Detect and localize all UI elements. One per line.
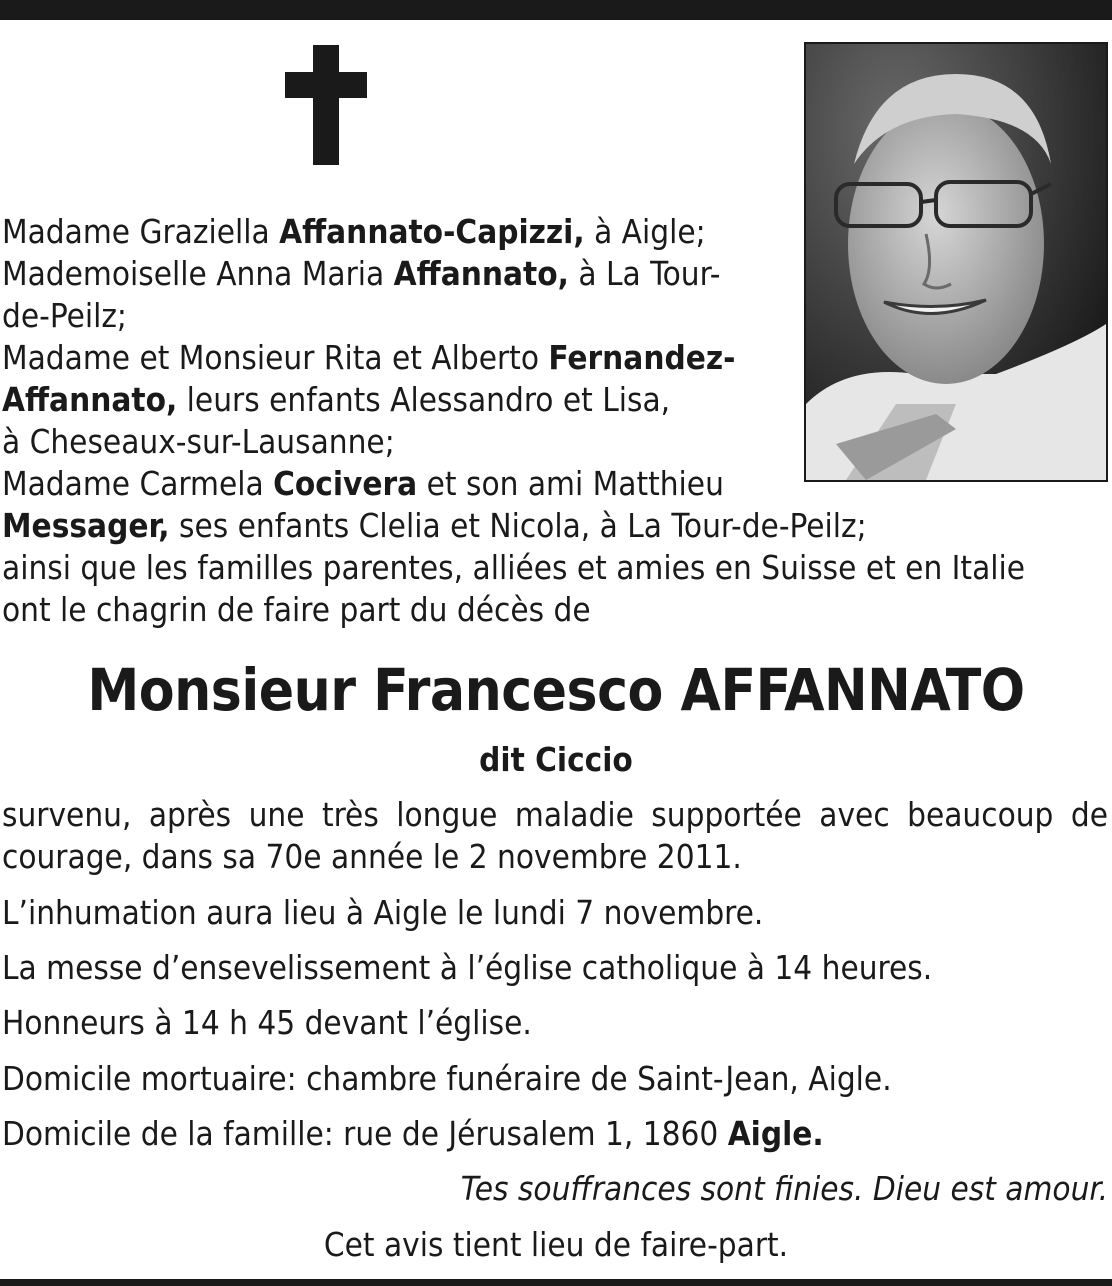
portrait-photo — [804, 42, 1108, 482]
honors-info: Honneurs à 14 h 45 devant l’église. — [2, 1003, 532, 1042]
mourner-line: ont le chagrin de faire part du décès de — [2, 590, 591, 629]
death-notice-line: courage, dans sa 70e année le 2 novembre 2011. — [2, 837, 742, 876]
mortuary-info: Domicile mortuaire: chambre funéraire de Saint-Jean, Aigle. — [2, 1059, 892, 1098]
quote: Tes souffrances sont finies. Dieu est amour. — [460, 1169, 1108, 1208]
mourner-line: à Cheseaux-sur-Lausanne; — [2, 422, 395, 461]
family-address: Domicile de la famille: rue de Jérusalem 1, 1860 Aigle. — [2, 1114, 824, 1153]
mass-info: La messe d’ensevelissement à l’église catholique à 14 heures. — [2, 948, 933, 987]
closing-note: Cet avis tient lieu de faire-part. — [323, 1225, 789, 1264]
burial-info: L’inhumation aura lieu à Aigle le lundi 7 novembre. — [2, 893, 764, 932]
mourner-line: de-Peilz; — [2, 296, 127, 335]
mourner-line: Madame Carmela Cocivera et son ami Matthieu — [2, 464, 724, 503]
death-notice-line: survenu, après une très longue maladie supportée avec beaucoup de — [2, 795, 1108, 834]
mourner-line: Mademoiselle Anna Maria Affannato, à La Tour- — [2, 254, 721, 293]
mourner-line: Madame et Monsieur Rita et Alberto Fernandez- — [2, 338, 736, 377]
deceased-nickname: dit Ciccio — [479, 740, 633, 779]
top-rule — [0, 0, 1112, 20]
deceased-name: Monsieur Francesco AFFANNATO — [87, 656, 1025, 724]
mourner-line: Affannato, leurs enfants Alessandro et Lisa, — [2, 380, 671, 419]
mourner-line: ainsi que les familles parentes, alliées et amies en Suisse et en Italie — [2, 548, 1026, 587]
bottom-rule — [0, 1279, 1112, 1286]
mourner-line: Madame Graziella Affannato-Capizzi, à Aigle; — [2, 212, 706, 251]
mourner-line: Messager, ses enfants Clelia et Nicola, à La Tour-de-Peilz; — [2, 506, 867, 545]
cross-icon — [285, 45, 367, 165]
